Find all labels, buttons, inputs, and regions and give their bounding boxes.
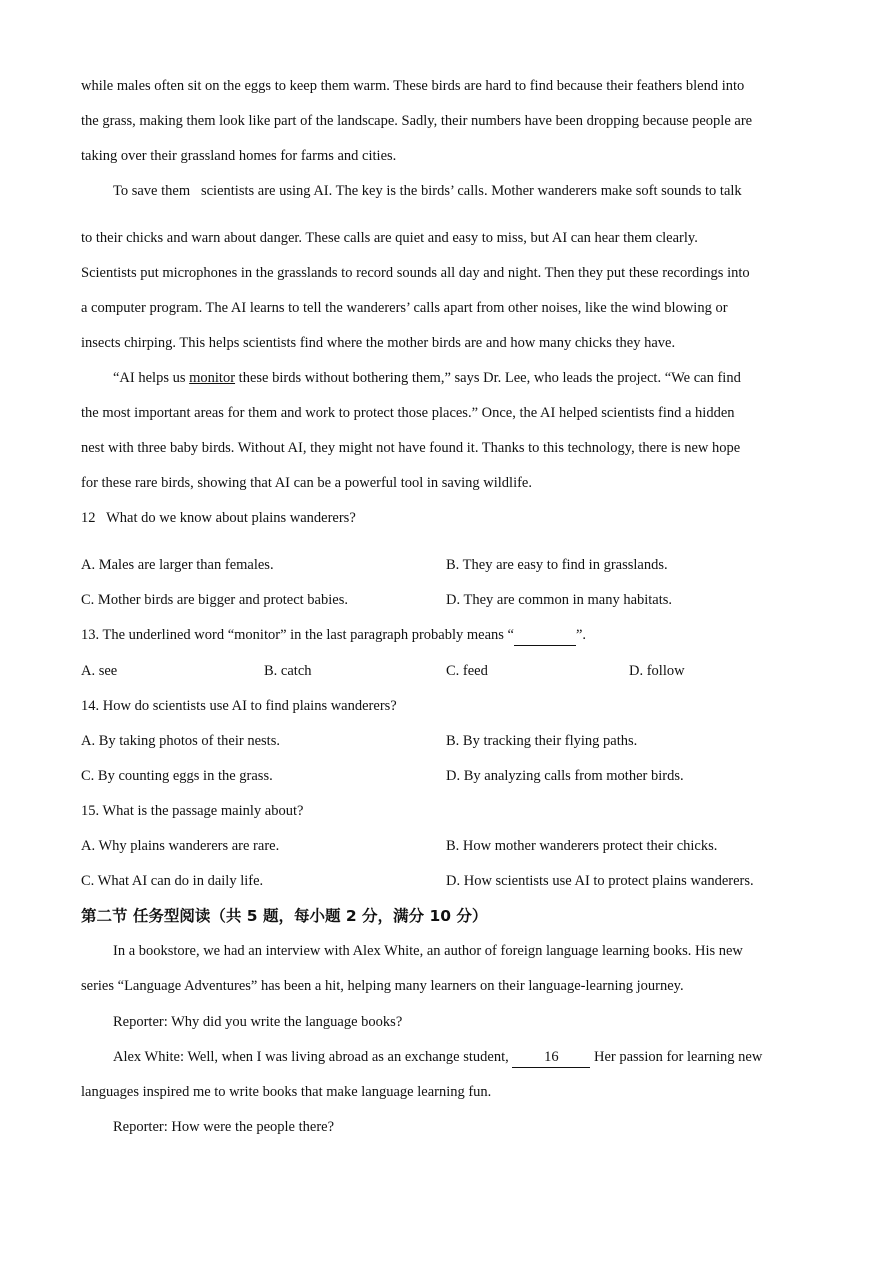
passage-line: nest with three baby birds. Without AI, they might not have found it. Thanks to this technology, there is new hope	[81, 440, 741, 456]
option-d: D. By analyzing calls from mother birds.	[446, 768, 684, 784]
answer-text: Her passion for learning new	[590, 1049, 763, 1065]
passage-line: a computer program. The AI learns to tell the wanderers’ calls apart from other noises, like the wind blowing or	[81, 300, 728, 316]
passage-line	[113, 368, 741, 388]
intro-line: series “Language Adventures” has been a hit, helping many learners on their language-learning journey.	[81, 978, 684, 994]
question-stem	[81, 625, 586, 646]
option-b: B. They are easy to find in grasslands.	[446, 557, 668, 573]
option-b: B. catch	[264, 663, 312, 679]
option-c: C. What AI can do in daily life.	[81, 873, 264, 889]
alex-answer	[113, 1047, 762, 1068]
passage-line: insects chirping. This helps scientists find where the mother birds are and how many chicks they have.	[81, 335, 676, 351]
option-b: B. How mother wanderers protect their chicks.	[446, 838, 718, 854]
option-b: B. By tracking their flying paths.	[446, 733, 638, 749]
passage-text: these birds without bothering them,” says Dr. Lee, who leads the project. “We can find	[235, 370, 741, 386]
question-text: 13. The underlined word “monitor” in the last paragraph probably means “	[81, 627, 514, 643]
answer-blank-16: 16	[512, 1047, 590, 1068]
reporter-question: Reporter: Why did you write the language books?	[113, 1014, 403, 1030]
option-d: D. How scientists use AI to protect plains wanderers.	[446, 873, 754, 889]
passage-line: Scientists put microphones in the grasslands to record sounds all day and night. Then they put these recordings into	[81, 265, 750, 281]
question-stem: 15. What is the passage mainly about?	[81, 803, 304, 819]
intro-line: In a bookstore, we had an interview with Alex White, an author of foreign language learning books. His new	[113, 943, 743, 959]
passage-line: To save them scientists are using AI. The key is the birds’ calls. Mother wanderers make soft sounds to talk	[113, 183, 742, 199]
question-stem: 14. How do scientists use AI to find plains wanderers?	[81, 698, 397, 714]
option-a: A. Males are larger than females.	[81, 557, 274, 573]
passage-line: the most important areas for them and work to protect those places.” Once, the AI helped scientists find a hidden	[81, 405, 735, 421]
passage-text: “AI helps us	[113, 370, 190, 386]
option-d: D. follow	[629, 663, 685, 679]
option-c: C. Mother birds are bigger and protect babies.	[81, 592, 348, 608]
passage-line: for these rare birds, showing that AI can be a powerful tool in saving wildlife.	[81, 475, 532, 491]
reporter-question: Reporter: How were the people there?	[113, 1119, 335, 1135]
option-a: A. Why plains wanderers are rare.	[81, 838, 280, 854]
answer-blank	[514, 625, 576, 646]
option-d: D. They are common in many habitats.	[446, 592, 673, 608]
question-text: ”.	[576, 627, 587, 643]
option-a: A. By taking photos of their nests.	[81, 733, 280, 749]
passage-line: while males often sit on the eggs to keep them warm. These birds are hard to find because their feathers blend into	[81, 78, 745, 94]
passage-line: taking over their grassland homes for farms and cities.	[81, 148, 397, 164]
section-heading: 第二节 任务型阅读（共 5 题，每小题 2 分，满分 10 分）	[81, 907, 488, 925]
option-a: A. see	[81, 663, 118, 679]
option-c: C. By counting eggs in the grass.	[81, 768, 273, 784]
question-stem: 12 What do we know about plains wanderers?	[81, 510, 356, 526]
passage-line: to their chicks and warn about danger. These calls are quiet and easy to miss, but AI can hear them clearly.	[81, 230, 698, 246]
alex-answer-line: languages inspired me to write books that make language learning fun.	[81, 1084, 492, 1100]
answer-text: Alex White: Well, when I was living abroad as an exchange student,	[113, 1049, 513, 1065]
option-c: C. feed	[446, 663, 488, 679]
underlined-word: monitor	[189, 370, 236, 386]
passage-line: the grass, making them look like part of the landscape. Sadly, their numbers have been dropping because people are	[81, 113, 753, 129]
